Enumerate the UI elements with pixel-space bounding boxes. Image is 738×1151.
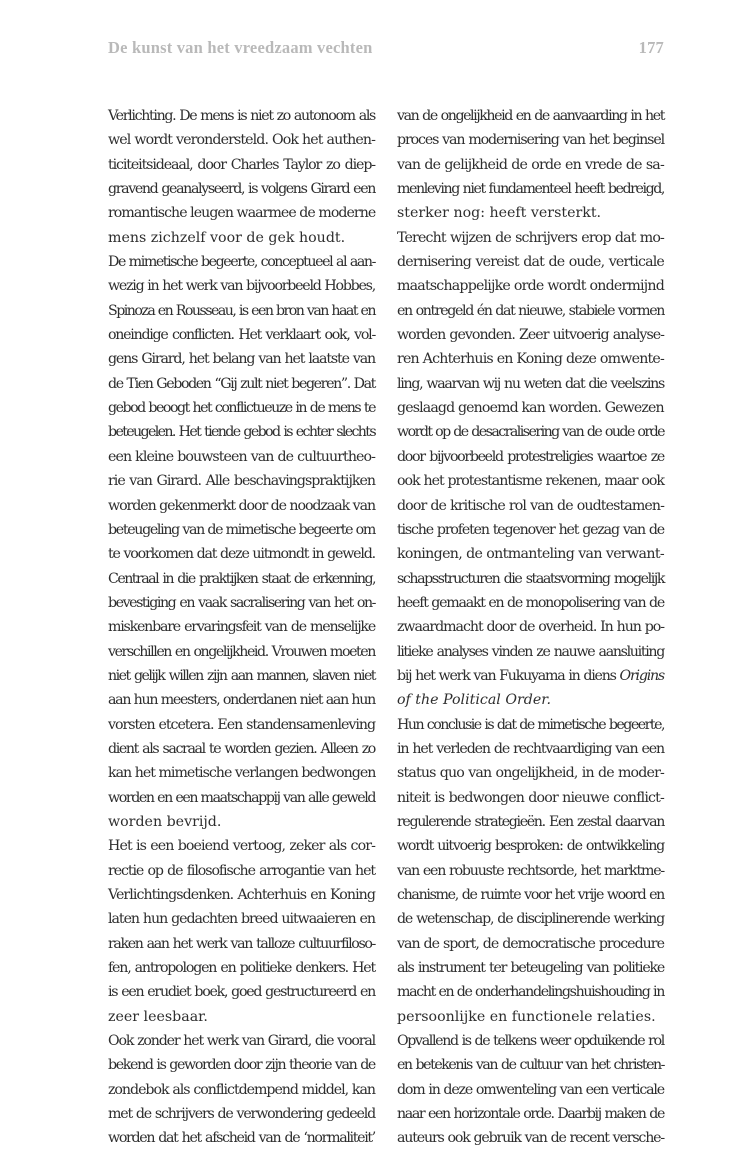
text-line — [397, 1029, 664, 1053]
text-line — [108, 1078, 375, 1102]
text-line-segment: met de schrijvers de verwondering gedeeld — [108, 1106, 375, 1123]
running-head — [108, 38, 664, 64]
text-line-segment: Opvallend is de telkens weer opduikende rol — [397, 1033, 664, 1050]
text-line — [108, 299, 375, 323]
text-line — [397, 542, 664, 566]
text-line — [397, 615, 664, 639]
text-line-segment: zondebok als conflictdempend middel, kan — [108, 1081, 375, 1098]
text-line — [108, 201, 374, 225]
text-line — [397, 932, 664, 956]
text-line-segment: Centraal in die praktijken staat de erkenning, — [108, 570, 375, 587]
text-line-segment: rectie op de filosofische arrogantie van het — [108, 862, 375, 879]
text-line-segment: gravend geanalyseerd, is volgens Girard een — [108, 181, 375, 198]
text-line — [397, 786, 664, 810]
text-line — [108, 1053, 375, 1077]
text-line — [397, 1102, 664, 1126]
text-line-segment: Ook zonder het werk van Girard, die vooral — [108, 1033, 375, 1050]
text-line — [108, 420, 375, 444]
text-line — [108, 177, 375, 201]
text-line — [108, 274, 375, 298]
text-line — [108, 347, 375, 371]
text-line — [397, 1078, 664, 1102]
text-line — [397, 226, 664, 250]
text-line-segment: De mimetische begeerte, conceptueel al aan- — [108, 254, 375, 271]
text-line — [108, 1102, 375, 1126]
text-line-segment: ticiteitsideaal, door Charles Taylor zo diep- — [108, 156, 375, 173]
text-line — [108, 834, 375, 858]
text-line — [397, 445, 664, 469]
text-line-segment: romantische leugen waarmee de moderne — [108, 205, 376, 222]
text-line — [108, 591, 375, 615]
text-line — [108, 323, 375, 347]
text-line-segment: geslaagd genoemd kan worden. Gewezen — [397, 400, 664, 417]
text-line-segment: beteugelen. Het tiende gebod is echter slechts — [108, 424, 375, 441]
text-line — [397, 518, 664, 542]
text-line-segment: Terecht wijzen de schrijvers erop dat mo- — [397, 229, 664, 246]
text-line — [397, 494, 664, 518]
text-line-segment: door de kritische rol van de oudtestamen- — [397, 497, 664, 514]
text-line — [108, 104, 375, 128]
text-line-segment: ook het protestantisme rekenen, maar ook — [397, 473, 664, 490]
text-line-segment: door bijvoorbeeld protestreligies waartoe ze — [397, 448, 664, 465]
text-line-segment: proces van modernisering van het beginsel — [397, 132, 664, 149]
text-line-segment: ling, waarvan wij nu weten dat die veelszins — [397, 375, 664, 392]
text-line — [108, 980, 375, 1004]
text-line — [108, 542, 375, 566]
text-line-segment: van een robuuste rechtsorde, het marktme- — [397, 862, 664, 879]
text-line — [397, 420, 664, 444]
text-line — [108, 932, 375, 956]
text-line-segment: van de gelijkheid de orde en vrede de sa- — [397, 156, 664, 173]
text-line — [397, 177, 664, 201]
text-line — [108, 688, 375, 712]
text-line-segment: kan het mimetische verlangen bedwongen — [108, 765, 376, 782]
text-line — [108, 737, 375, 761]
text-line-segment: worden gevonden. Zeer uitvoerig analyse- — [397, 327, 664, 344]
text-line — [397, 761, 664, 785]
text-line-segment: regulerende strategieën. Een zestal daarvan — [397, 813, 664, 830]
right-column — [397, 104, 664, 1151]
text-line-segment: zwaardmacht door de overheid. In hun po- — [397, 619, 664, 636]
italic-title: of the Political Order. — [397, 692, 551, 709]
text-line-segment: verschillen en ongelijkheid. Vrouwen moeten — [108, 643, 375, 660]
text-line-segment: in het verleden de rechtvaardiging van een — [397, 740, 664, 757]
text-line-segment: rie van Girard. Alle beschavingspraktijken — [108, 473, 375, 490]
text-line — [108, 445, 375, 469]
text-line — [397, 834, 664, 858]
text-line — [397, 250, 664, 274]
text-line-segment: mens zichzelf voor de gek houdt. — [108, 229, 346, 246]
text-line-segment: een kleine bouwsteen van de cultuurtheo- — [108, 448, 375, 465]
text-line — [397, 323, 664, 347]
text-line-segment: Hun conclusie is dat de mimetische begeerte, — [397, 716, 664, 733]
running-head-title: De kunst van het vreedzaam vechten — [108, 38, 373, 57]
text-line-segment: raken aan het werk van talloze cultuurfiloso- — [108, 935, 375, 952]
text-line-segment: koningen, de ontmanteling van verwant- — [397, 546, 664, 563]
text-line — [397, 1005, 664, 1029]
text-line — [108, 1005, 375, 1029]
text-line — [108, 907, 375, 931]
text-line — [397, 396, 663, 420]
text-line-segment: dernisering vereist dat de oude, verticale — [397, 254, 664, 271]
text-line-segment: sterker nog: heeft versterkt. — [397, 205, 602, 222]
text-line-segment: worden bevrijd. — [108, 813, 222, 830]
text-line — [397, 713, 664, 737]
text-line-segment: tische profeten tegenover het gezag van de — [397, 521, 664, 538]
text-line — [108, 469, 375, 493]
text-line-segment: en betekenis van de cultuur van het christen- — [397, 1057, 664, 1074]
text-line-segment: auteurs ook gebruik van de recent versche- — [397, 1130, 664, 1147]
text-line — [397, 810, 664, 834]
text-line-segment: macht en de onderhandelingshuishouding in — [397, 984, 664, 1001]
text-line — [108, 640, 375, 664]
text-line-segment: bekend is geworden door zijn theorie van de — [108, 1057, 375, 1074]
text-line — [108, 567, 375, 591]
text-line-segment: niet gelijk willen zijn aan mannen, slaven niet — [108, 667, 375, 684]
text-line — [108, 615, 375, 639]
text-line-segment: de Tien Geboden “Gij zult niet begeren”. Dat — [108, 375, 375, 392]
text-line — [397, 688, 664, 712]
text-line-segment: van de sport, de democratische procedure — [397, 935, 664, 952]
text-line-segment: gebod beoogt het conflictueuze in de mens te — [108, 400, 375, 417]
text-line — [108, 128, 375, 152]
text-line — [397, 299, 664, 323]
text-line-segment: schapsstructuren die staatsvorming mogelijk — [397, 570, 664, 587]
text-line — [108, 372, 375, 396]
text-line-segment: te voorkomen dat deze uitmondt in geweld. — [108, 546, 375, 563]
text-line — [108, 226, 375, 250]
text-line — [108, 396, 375, 420]
text-line — [108, 153, 375, 177]
text-line — [397, 859, 664, 883]
text-line — [397, 980, 664, 1004]
text-line-segment: heeft gemaakt en de monopolisering van de — [397, 594, 664, 611]
text-line-segment: chanisme, de ruimte voor het vrije woord en — [397, 887, 664, 903]
text-line-segment: is een erudiet boek, goed gestructureerd en — [108, 984, 375, 1001]
text-line — [397, 737, 664, 761]
text-line-segment: wordt uitvoerig besproken: de ontwikkeling — [397, 838, 664, 855]
text-line-segment: wordt op de desacralisering van de oude orde — [397, 424, 664, 441]
text-line — [397, 591, 664, 615]
text-line — [397, 1053, 664, 1077]
text-line — [108, 1029, 375, 1053]
text-line-segment: ren Achterhuis en Koning deze omwente- — [397, 351, 664, 368]
text-line-segment: worden en een maatschappij van alle geweld — [108, 789, 375, 806]
text-line — [397, 664, 664, 688]
text-line — [397, 128, 664, 152]
text-line-segment: zeer leesbaar. — [108, 1008, 208, 1025]
text-line-segment: dom in deze omwenteling van een verticale — [397, 1081, 664, 1098]
text-line-segment: gens Girard, het belang van het laatste van — [108, 351, 375, 368]
text-line-segment: naar een horizontale orde. Daarbij maken de — [397, 1106, 664, 1123]
text-line-segment: litieke analyses vinden ze nauwe aansluiting — [397, 643, 664, 660]
text-line — [108, 518, 375, 542]
text-line — [108, 250, 375, 274]
text-line — [108, 494, 375, 518]
text-line-segment: wezig in het werk van bijvoorbeeld Hobbes, — [108, 278, 375, 295]
left-column — [108, 104, 375, 1151]
text-line — [108, 786, 375, 810]
text-line-segment: wel wordt verondersteld. Ook het authen- — [108, 132, 375, 149]
text-line-segment: Verlichting. De mens is niet zo autonoom als — [108, 108, 375, 124]
text-line-segment: beteugeling van de mimetische begeerte om — [108, 521, 375, 538]
text-line-segment: maatschappelijke orde wordt ondermijnd — [397, 278, 664, 295]
text-line — [397, 104, 664, 128]
text-line-segment: en ontregeld én dat nieuwe, stabiele vormen — [397, 302, 664, 319]
text-line — [108, 761, 375, 785]
text-line — [397, 883, 664, 907]
text-line-segment: bevestiging en vaak sacralisering van het on- — [108, 594, 375, 611]
text-line — [108, 859, 375, 883]
text-line-segment: miskenbare ervaringsfeit van de menselijke — [108, 619, 375, 636]
text-line — [397, 153, 664, 177]
text-line-segment: Verlichtingsdenken. Achterhuis en Koning — [108, 887, 375, 903]
text-line — [397, 201, 664, 225]
text-line-segment: Het is een boeiend vertoog, zeker als cor- — [108, 838, 375, 855]
text-line-segment: bij het werk van Fukuyama in diens — [397, 667, 620, 684]
text-line — [108, 883, 375, 907]
page-number: 177 — [638, 38, 664, 57]
text-line — [397, 274, 664, 298]
text-line — [108, 1126, 375, 1150]
text-line-segment: fen, antropologen en politieke denkers. Het — [108, 960, 375, 977]
text-line — [397, 907, 664, 931]
text-line — [108, 956, 375, 980]
text-line-segment: vorsten etcetera. Een standensamenleving — [108, 716, 375, 733]
text-line-segment: worden gekenmerkt door de noodzaak van — [108, 497, 376, 514]
text-line — [397, 372, 664, 396]
text-line — [108, 810, 375, 834]
text-line-segment: de wetenschap, de disciplinerende werking — [397, 911, 664, 928]
text-line — [397, 347, 664, 371]
text-line — [397, 469, 664, 493]
text-line-segment: laten hun gedachten breed uitwaaieren en — [108, 911, 375, 928]
italic-title: Origins — [619, 667, 664, 684]
text-line-segment: worden dat het afscheid van de ‘normaliteit’ — [108, 1130, 375, 1147]
text-line-segment: als instrument ter beteugeling van politieke — [397, 960, 664, 977]
text-line — [397, 956, 664, 980]
text-line — [397, 567, 664, 591]
text-line — [108, 713, 375, 737]
text-line-segment: niteit is bedwongen door nieuwe conflict- — [397, 789, 664, 806]
text-line — [397, 640, 664, 664]
text-line-segment: aan hun meesters, onderdanen niet aan hun — [108, 692, 375, 709]
text-line-segment: status quo van ongelijkheid, in de moder- — [397, 765, 664, 782]
text-line-segment: persoonlijke en functionele relaties. — [397, 1008, 656, 1025]
text-line-segment: dient als sacraal te worden gezien. Alleen zo — [108, 740, 375, 757]
text-line-segment: menleving niet fundamenteel heeft bedreigd, — [397, 181, 664, 198]
text-line-segment: van de ongelijkheid en de aanvaarding in het — [397, 108, 664, 124]
text-line-segment: oneindige conflicten. Het verklaart ook, vol- — [108, 327, 375, 344]
text-line-segment: Spinoza en Rousseau, is een bron van haat en — [108, 302, 375, 319]
text-line — [397, 1126, 664, 1150]
text-line — [108, 664, 375, 688]
